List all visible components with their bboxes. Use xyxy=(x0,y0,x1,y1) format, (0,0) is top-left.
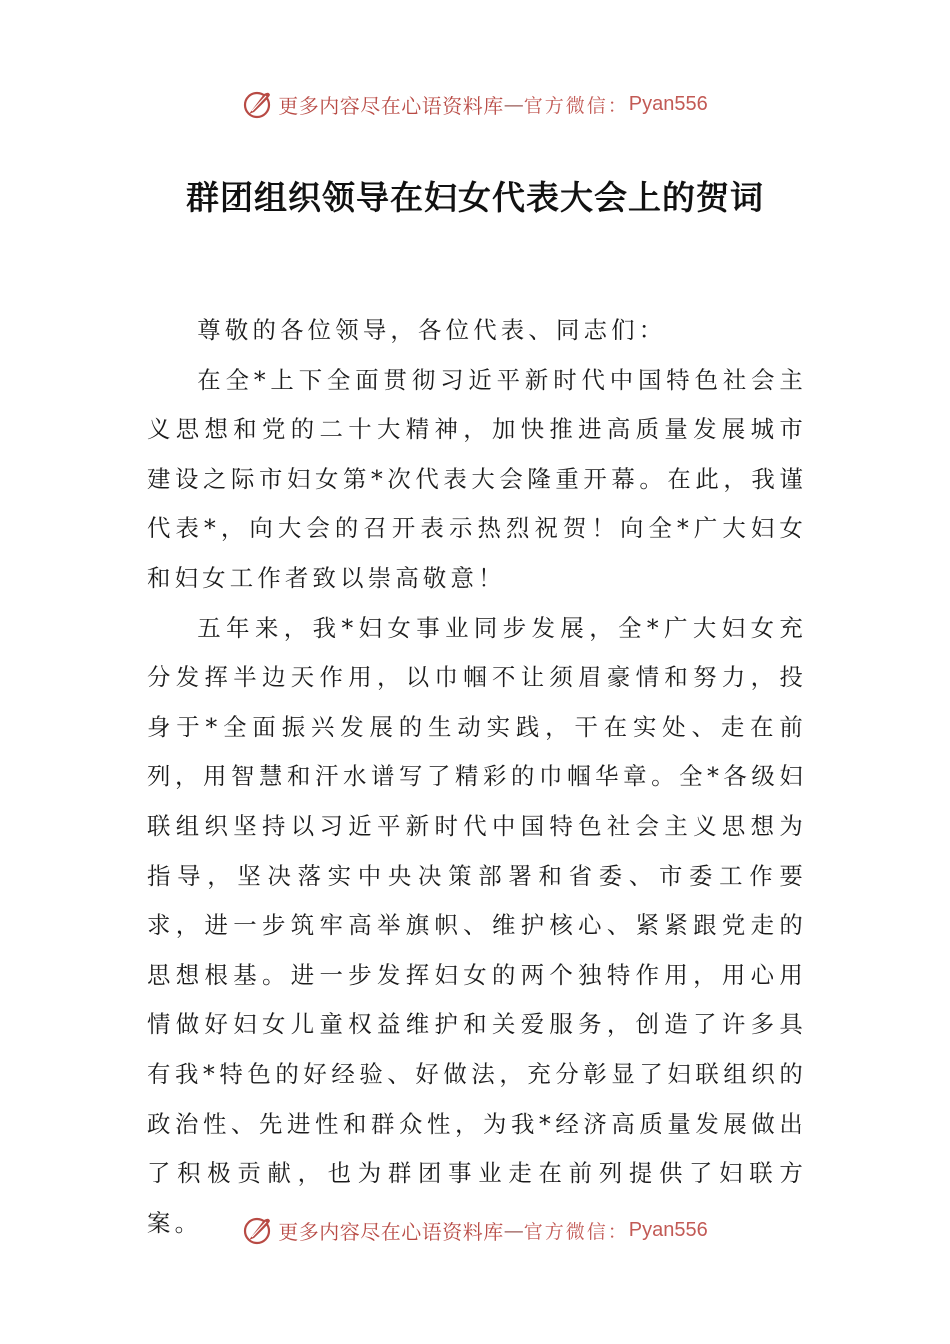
header-banner xyxy=(0,84,950,124)
brand-text: 更多内容尽在心语资料库 xyxy=(278,93,504,118)
official-wechat-label: 官方微信： xyxy=(523,94,629,117)
footer-banner xyxy=(0,1210,950,1250)
body-paragraph: 五年来，我*妇女事业同步发展，全*广大妇女充分发挥半边天作用，以巾帼不让须眉豪情和努力，投身于*全面振兴发展的生动实践，干在实处、走在前列，用智慧和汗水谱写了精彩的巾帼华章。全*各级妇联组织坚持以习近平新时代中国特色社会主义思想为指导，坚决落实中央决策部署和省委、市委工作要求，进一步筑牢高举旗帜、维护核心、紧紧跟党走的思想根基。进一步发挥妇女的两个独特作用，用心用情做好妇女儿童权益维护和关爱服务，创造了许多具有我*特色的好经验、好做法，充分彰显了妇联组织的政治性、先进性和群众性，为我*经济高质量发展做出了积极贡献，也为群团事业走在前列提供了妇联方案。 xyxy=(147,613,807,1237)
quill-pen-logo-icon xyxy=(242,88,274,120)
wechat-id: Pyan556 xyxy=(628,92,708,115)
banner-separator: — xyxy=(503,1218,524,1242)
banner-separator: — xyxy=(503,92,524,116)
document-title: 群团组织领导在妇女代表大会上的贺词 xyxy=(186,178,764,217)
document-body xyxy=(147,306,807,1248)
brand-text: 更多内容尽在心语资料库 xyxy=(278,1219,504,1244)
salutation-paragraph: 尊敬的各位领导，各位代表、同志们： xyxy=(197,316,667,344)
official-wechat-label: 官方微信： xyxy=(523,1220,629,1243)
wechat-id: Pyan556 xyxy=(628,1218,708,1241)
quill-pen-logo-icon xyxy=(242,1214,274,1246)
body-paragraph: 在全*上下全面贯彻习近平新时代中国特色社会主义思想和党的二十大精神，加快推进高质量发展城市建设之际市妇女第*次代表大会隆重开幕。在此，我谨代表*，向大会的召开表示热烈祝贺！向全*广大妇女和妇女工作者致以崇高敬意！ xyxy=(147,365,807,592)
